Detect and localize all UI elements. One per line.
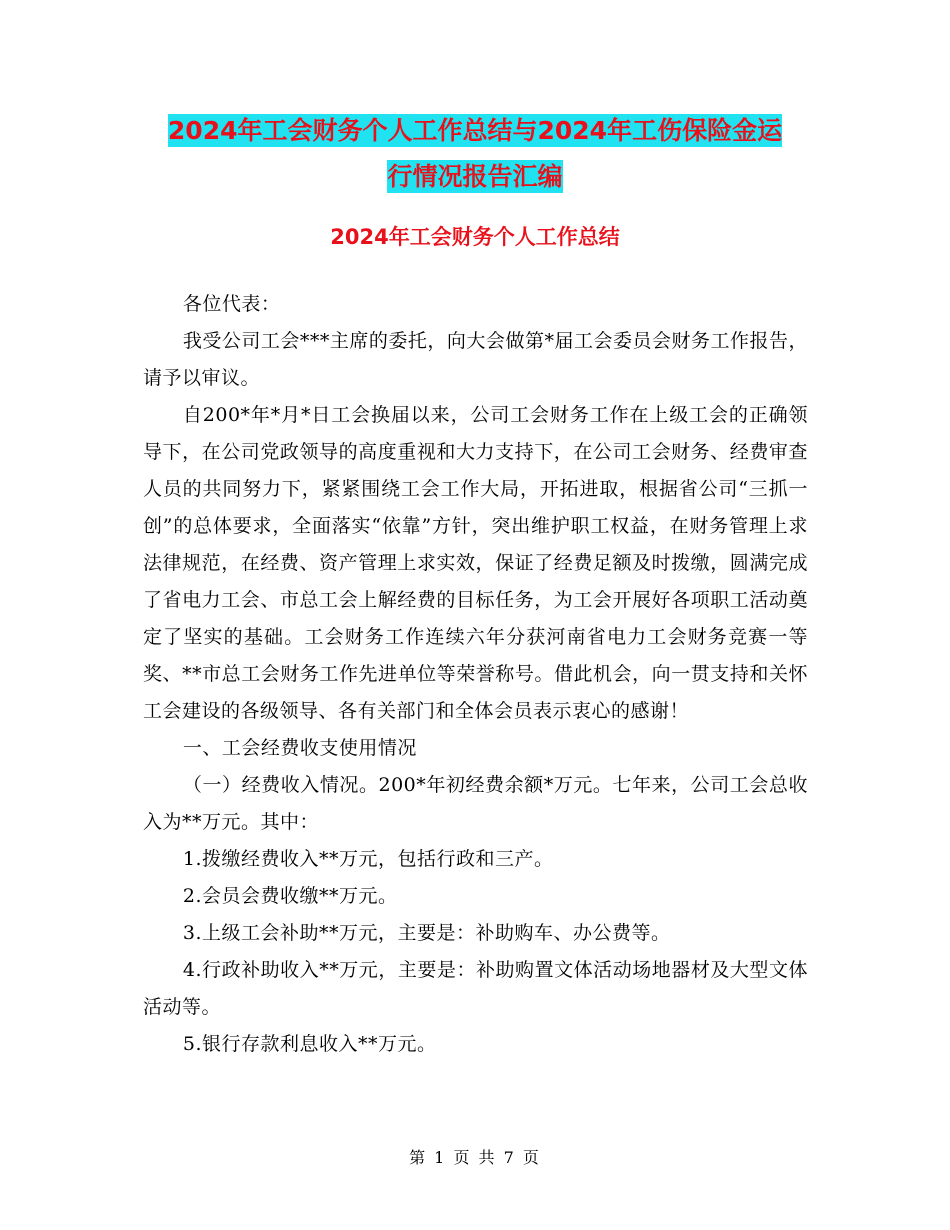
paragraph-summary: 自200*年*月*日工会换届以来，公司工会财务工作在上级工会的正确领导下，在公司党政领导的高度重视和大力支持下，在公司工会财务、经费审查人员的共同努力下，紧紧围绕工会工作大局，开拓进取，根据省公司“三抓一创”的总体要求，全面落实“依靠”方针，突出维护职工权益，在财务管理上求法律规范，在经费、资产管理上求实效，保证了经费足额及时拨缴，圆满完成了省电力工会、市总工会上解经费的目标任务，为工会开展好各项职工活动奠定了坚实的基础。工会财务工作连续六年分获河南省电力工会财务竞赛一等奖、**市总工会财务工作先进单位等荣誉称号。借此机会，向一贯支持和关怀工会建设的各级领导、各有关部门和全体会员表示衷心的感谢！ — [143, 404, 808, 722]
page-footer: 第 1 页 共 7 页 — [409, 1148, 541, 1167]
list-item-income-1: 1.拨缴经费收入**万元，包括行政和三产。 — [182, 848, 554, 870]
list-item-income-4: 4.行政补助收入**万元，主要是：补助购置文体活动场地器材及大型文体活动等。 — [143, 959, 808, 1018]
list-item-income-3: 3.上级工会补助**万元，主要是：补助购车、办公费等。 — [182, 922, 671, 944]
document-title-line-1: 2024年工会财务个人工作总结与2024年工伤保险金运 — [167, 116, 783, 145]
heading-funds-usage: 一、工会经费收支使用情况 — [182, 737, 417, 759]
document-title-line-2: 行情况报告汇编 — [387, 162, 563, 191]
section-title: 2024年工会财务个人工作总结 — [330, 225, 620, 249]
list-item-income-5: 5.银行存款利息收入**万元。 — [182, 1033, 437, 1055]
paragraph-salutation: 各位代表： — [182, 293, 281, 315]
list-item-income-2: 2.会员会费收缴**万元。 — [182, 885, 398, 907]
paragraph-intro: 我受公司工会***主席的委托，向大会做第*届工会委员会财务工作报告，请予以审议。 — [143, 330, 808, 389]
document-body — [143, 286, 808, 1063]
document-title — [0, 108, 950, 200]
paragraph-income-overview: （一）经费收入情况。200*年初经费余额*万元。七年来，公司工会总收入为**万元。其中： — [143, 774, 808, 833]
